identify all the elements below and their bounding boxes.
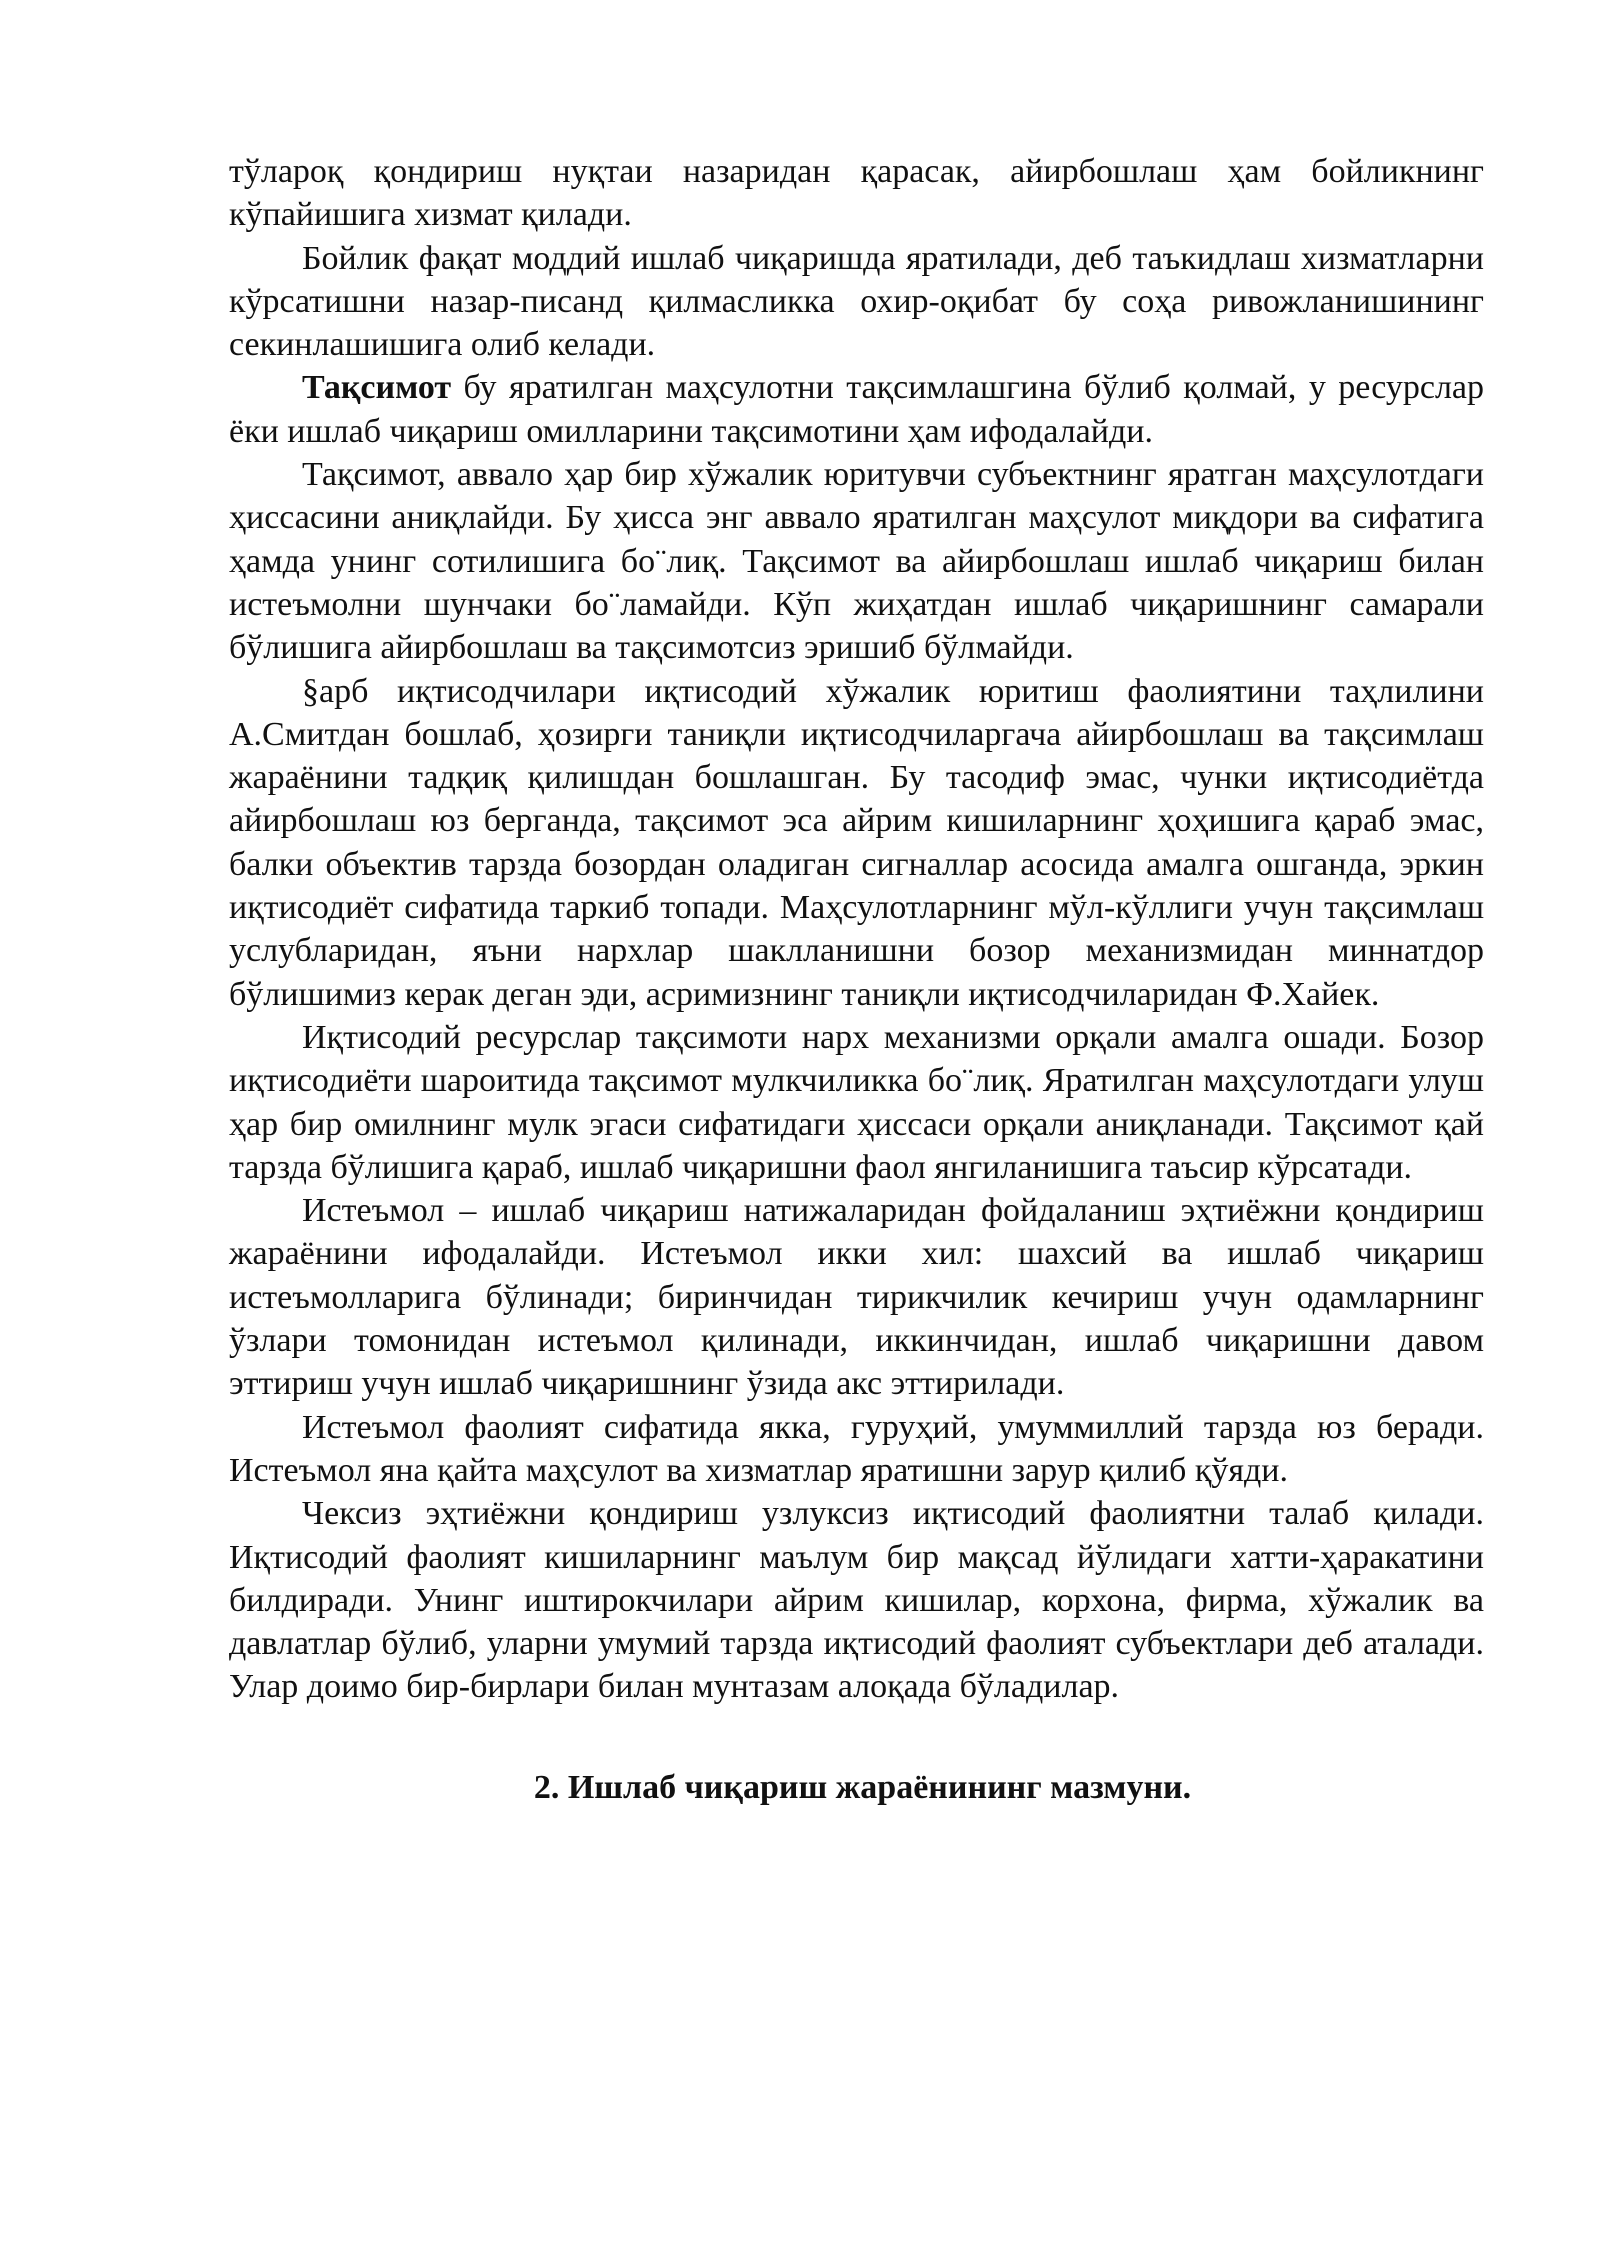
paragraph-7 xyxy=(229,1189,1484,1405)
paragraph-8-text: Истеъмол фаолият сифатида якка, гуруҳий, умуммиллий тарзда юз беради. Истеъмол яна қайта маҳсулот ва хизматлар яратишни зарур қилиб қўяди. xyxy=(229,1408,1484,1489)
paragraph-2-text: Бойлик фақат моддий ишлаб чиқаришда яратилади, деб таъкидлаш хизматларни кўрсатишни назар-писанд қилмасликка охир-оқибат бу соҳа ривожланишининг секинлашишига олиб келади. xyxy=(229,239,1484,364)
document-page xyxy=(229,150,1484,1809)
paragraph-4-text: Тақсимот, аввало ҳар бир хўжалик юритувчи субъектнинг яратган маҳсулотдаги ҳиссасини аниқлайди. Бу ҳисса энг аввало яратилган маҳсулот миқдори ва сифатига ҳамда унинг сотилишига бо¨лиқ. Тақсимот ва айирбошлаш ишлаб чиқариш билан истеъмолни шунчаки бо¨ламайди. Кўп жиҳатдан ишлаб чиқаришнинг самарали бўлишига айирбошлаш ва тақсимотсиз эришиб бўлмайди. xyxy=(229,456,1484,667)
paragraph-4 xyxy=(229,453,1484,669)
section-heading: 2. Ишлаб чиқариш жараёнининг мазмуни. xyxy=(533,1768,1192,1806)
paragraph-1-text: тўлароқ қондириш нуқтаи назаридан қарасак, айирбошлаш ҳам бойликнинг кўпайишига хизмат қилади. xyxy=(229,153,1484,234)
paragraph-3-text: бу яратилган маҳсулотни тақсимлашгина бўлиб қолмай, у ресурслар ёки ишлаб чиқариш омилларини тақсимотини ҳам ифодалайди. xyxy=(229,369,1484,450)
paragraph-5-text: §арб иқтисодчилари иқтисодий хўжалик юритиш фаолиятини таҳлилини А.Смитдан бошлаб, ҳозирги таниқли иқтисодчиларгача айирбошлаш ва тақсимлаш жараёнини тадқиқ қилишдан бошлашган. Бу тасодиф эмас, чунки иқтисодиётда айирбошлаш юз берганда, тақсимот эса айрим кишиларнинг ҳоҳишига қараб эмас, балки объектив тарзда бозордан оладиган сигналлар асосида амалга ошганда, эркин иқтисодиёт сифатида таркиб топади. Маҳсулотларнинг мўл-кўллиги учун тақсимлаш услубларидан, яъни нархлар шаклланишни бозор механизмидан миннатдор бўлишимиз керак деган эди, асримизнинг таниқли иқтисодчиларидан Ф.Хайек. xyxy=(229,672,1484,1013)
paragraph-6-text: Иқтисодий ресурслар тақсимоти нарх механизми орқали амалга ошади. Бозор иқтисодиёти шароитида тақсимот мулкчиликка бо¨лиқ. Яратилган маҳсулотдаги улуш ҳар бир омилнинг мулк эгаси сифатидаги ҳиссаси орқали аниқланади. Тақсимот қай тарзда бўлишига қараб, ишлаб чиқаришни фаол янгиланишига таъсир кўрсатади. xyxy=(229,1018,1484,1186)
paragraph-1 xyxy=(229,150,1484,237)
paragraph-9 xyxy=(229,1492,1484,1708)
paragraph-6 xyxy=(229,1016,1484,1189)
paragraph-7-text: Истеъмол – ишлаб чиқариш натижаларидан фойдаланиш эҳтиёжни қондириш жараёнини ифодалайди. Истеъмол икки хил: шахсий ва ишлаб чиқариш истеъмолларига бўлинади; биринчидан тирикчилик кечириш учун одамларнинг ўзлари томонидан истеъмол қилинади, иккинчидан, ишлаб чиқаришни давом эттириш учун ишлаб чиқаришнинг ўзида акс эттирилади. xyxy=(229,1192,1484,1403)
paragraph-9-text: Чексиз эҳтиёжни қондириш узлуксиз иқтисодий фаолиятни талаб қилади. Иқтисодий фаолият кишиларнинг маълум бир мақсад йўлидаги хатти-ҳаракатини билдиради. Унинг иштирокчилари айрим кишилар, корхона, фирма, хўжалик ва давлатлар бўлиб, уларни умумий тарзда иқтисодий фаолият субъектлари деб аталади. Улар доимо бир-бирлари билан мунтазам алоқада бўладилар. xyxy=(229,1495,1484,1706)
paragraph-5 xyxy=(229,670,1484,1016)
paragraph-8 xyxy=(229,1406,1484,1493)
paragraph-3-term: Тақсимот xyxy=(302,369,452,407)
paragraph-3 xyxy=(229,366,1484,453)
paragraph-2 xyxy=(229,237,1484,367)
